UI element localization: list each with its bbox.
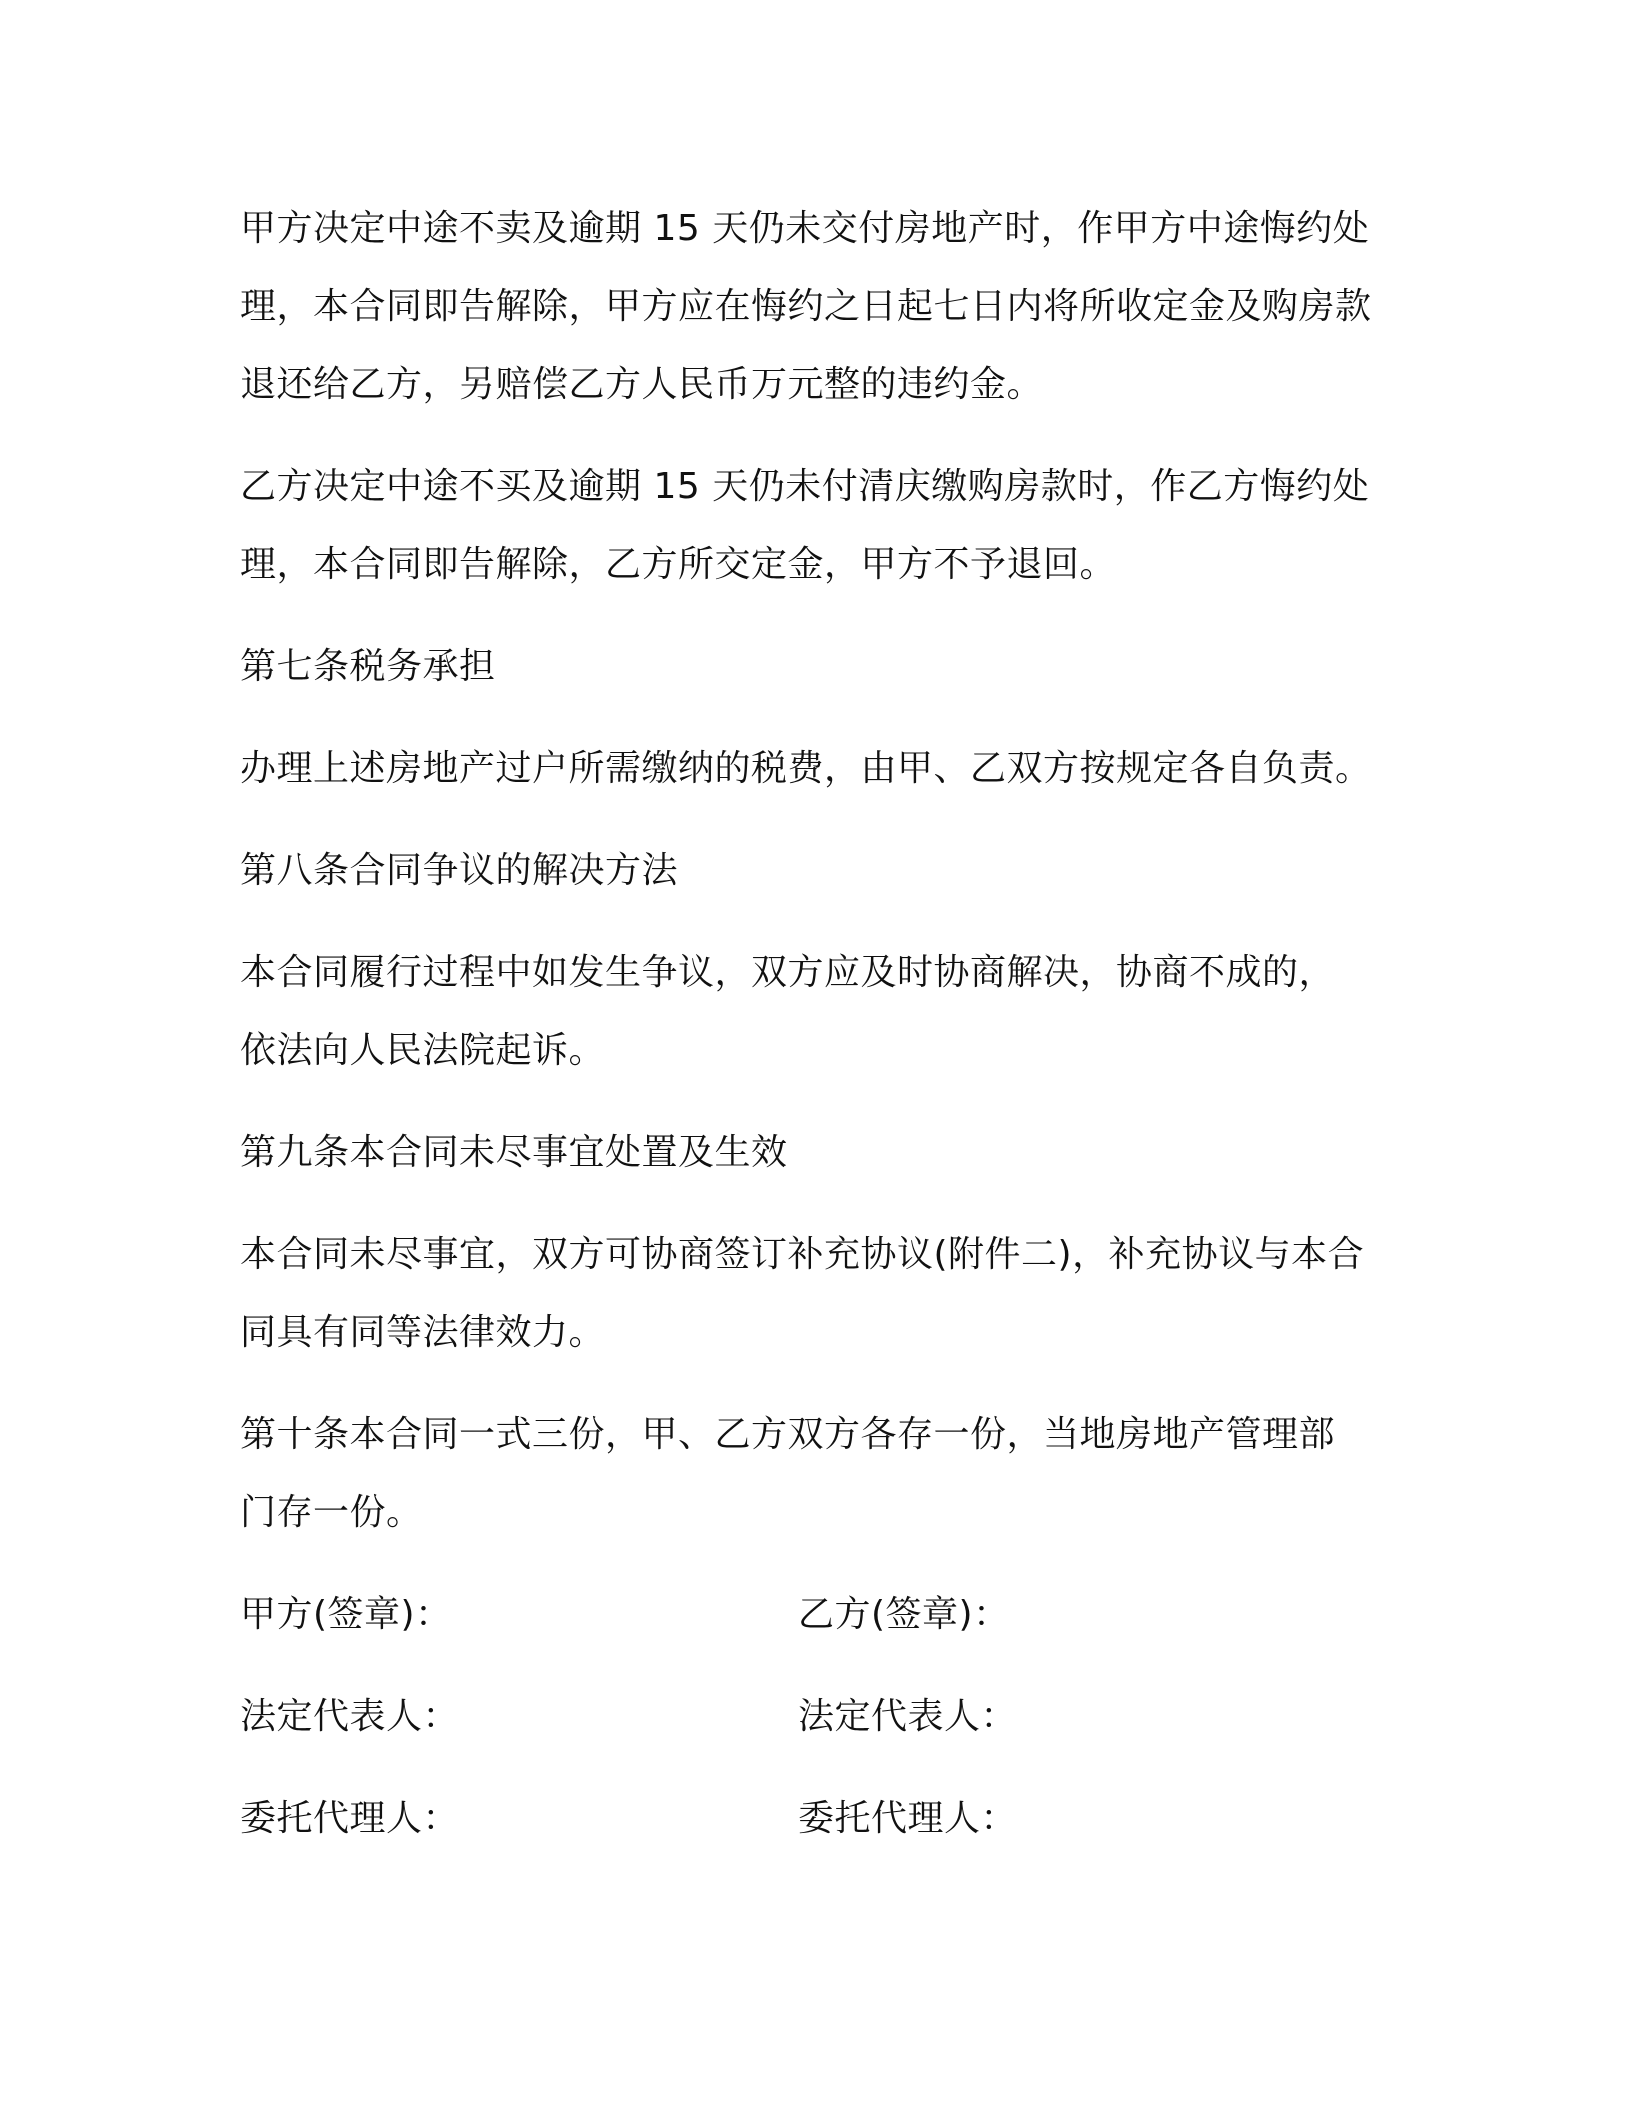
party-a-legal-rep-label: 法定代表人：: [240, 1696, 460, 1737]
article-9-heading: 第九条本合同未尽事宜处置及生效: [240, 1132, 788, 1173]
article-8-heading: 第八条合同争议的解决方法: [240, 850, 679, 891]
party-b-agent-label: 委托代理人：: [798, 1798, 1018, 1839]
article-7-heading: 第七条税务承担: [240, 646, 496, 687]
article-7-body: 办理上述房地产过户所需缴纳的税费，由甲、乙双方按规定各自负责。: [240, 748, 1372, 789]
party-b-seal-label: 乙方(签章)：: [798, 1594, 1010, 1635]
signature-row-seal: [240, 1576, 1400, 1654]
signature-row-legal-rep: [240, 1678, 1400, 1756]
article-9-body: 本合同未尽事宜，双方可协商签订补充协议(附件二)，补充协议与本合同具有同等法律效力。: [240, 1234, 1365, 1353]
party-b-legal-rep-label: 法定代表人：: [798, 1696, 1018, 1737]
clause-party-a-breach: 甲方决定中途不卖及逾期 15 天仍未交付房地产时，作甲方中途悔约处理，本合同即告解除，甲方应在悔约之日起七日内将所收定金及购房款退还给乙方，另赔偿乙方人民币万元整的违约金。: [240, 208, 1372, 405]
signature-row-agent: [240, 1780, 1400, 1858]
clause-party-b-breach: 乙方决定中途不买及逾期 15 天仍未付清庆缴购房款时，作乙方悔约处理，本合同即告解除，乙方所交定金，甲方不予退回。: [240, 466, 1370, 585]
party-a-seal-label: 甲方(签章)：: [240, 1594, 452, 1635]
article-8-body: 本合同履行过程中如发生争议，双方应及时协商解决，协商不成的，依法向人民法院起诉。: [240, 952, 1336, 1071]
document-body: [240, 190, 1400, 1882]
article-10-body: 第十条本合同一式三份，甲、乙方双方各存一份，当地房地产管理部门存一份。: [240, 1414, 1336, 1533]
party-a-agent-label: 委托代理人：: [240, 1798, 460, 1839]
signature-block: [240, 1576, 1400, 1858]
